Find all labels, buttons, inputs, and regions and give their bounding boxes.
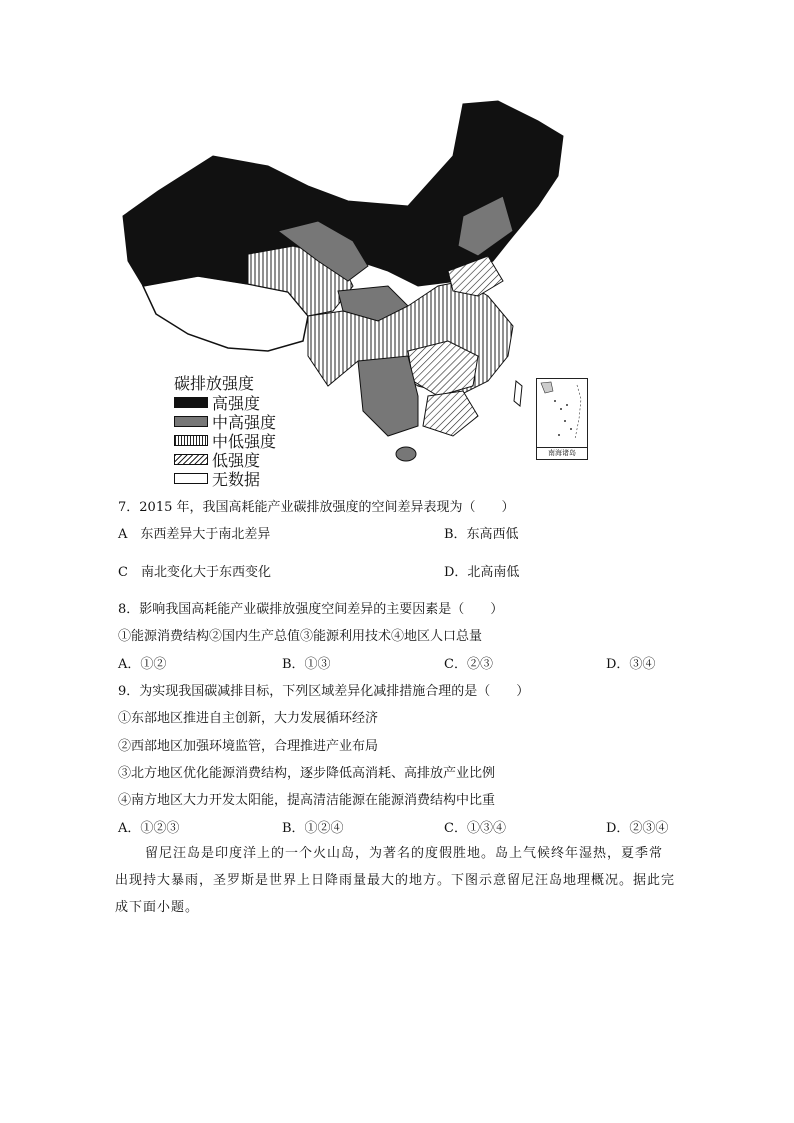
region-south-midhigh — [358, 356, 418, 436]
legend-label: 高强度 — [212, 394, 261, 413]
vertical-hatch-icon — [174, 435, 208, 446]
question-8-stem: 8．影响我国高耗能产业碳排放强度空间差异的主要因素是（ ） — [118, 602, 504, 617]
legend-label: 中高强度 — [212, 413, 277, 432]
legend-label: 低强度 — [212, 451, 261, 470]
region-southeast-low — [423, 391, 478, 436]
blank-icon — [174, 473, 208, 484]
legend-title: 碳排放强度 — [174, 374, 255, 393]
question-7-option-a: A 东西差异大于南北差异 — [118, 527, 271, 542]
solid-black-icon — [174, 397, 208, 408]
south-china-sea-inset — [536, 378, 588, 460]
question-8-option-b: B．①③ — [282, 657, 331, 672]
question-9-choice-1: ①东部地区推进自主创新，大力发展循环经济 — [118, 711, 379, 726]
question-8-option-a: A．①② — [118, 657, 167, 672]
question-9-option-a: A．①②③ — [118, 821, 180, 836]
question-9-option-d: D．②③④ — [606, 821, 669, 836]
legend-item-none — [174, 469, 276, 488]
solid-gray-icon — [174, 416, 208, 427]
legend-label: 中低强度 — [212, 432, 277, 451]
diagonal-hatch-icon — [174, 454, 208, 465]
question-9-option-b: B．①②④ — [282, 821, 344, 836]
inset-label: 南海诸岛 — [537, 447, 587, 459]
legend-label: 无数据 — [212, 470, 261, 489]
question-9-stem: 9．为实现我国碳减排目标，下列区域差异化减排措施合理的是（ ） — [118, 684, 530, 699]
reunion-passage: 留尼汪岛是印度洋上的一个火山岛，为著名的度假胜地。岛上气候终年湿热，夏季常出现持大暴雨，圣罗斯是世界上日降雨量最大的地方。下图示意留尼汪岛地理概况。据此完成下面小题。 — [115, 846, 676, 915]
inset-islands — [537, 379, 587, 447]
question-9-choice-2: ②西部地区加强环境监管，合理推进产业布局 — [118, 739, 379, 754]
question-8-option-c: C．②③ — [444, 657, 493, 672]
map-legend — [174, 374, 276, 488]
question-8-option-d: D．③④ — [606, 657, 656, 672]
question-9-choice-3: ③北方地区优化能源消费结构，逐步降低高消耗、高排放产业比例 — [118, 766, 496, 781]
question-7-option-b: B．东高西低 — [444, 527, 519, 542]
region-taiwan — [514, 381, 522, 406]
question-7-option-d: D．北高南低 — [444, 565, 520, 580]
question-9-option-c: C．①③④ — [444, 821, 506, 836]
region-hainan — [396, 447, 416, 461]
question-9-choice-4: ④南方地区大力开发太阳能，提高清洁能源在能源消费结构中比重 — [118, 793, 496, 808]
question-7-option-c: C 南北变化大于东西变化 — [118, 565, 271, 580]
question-7-stem: 7．2015 年，我国高耗能产业碳排放强度的空间差异表现为（ ） — [118, 500, 515, 515]
question-8-choices: ①能源消费结构②国内生产总值③能源利用技术④地区人口总量 — [118, 629, 483, 644]
